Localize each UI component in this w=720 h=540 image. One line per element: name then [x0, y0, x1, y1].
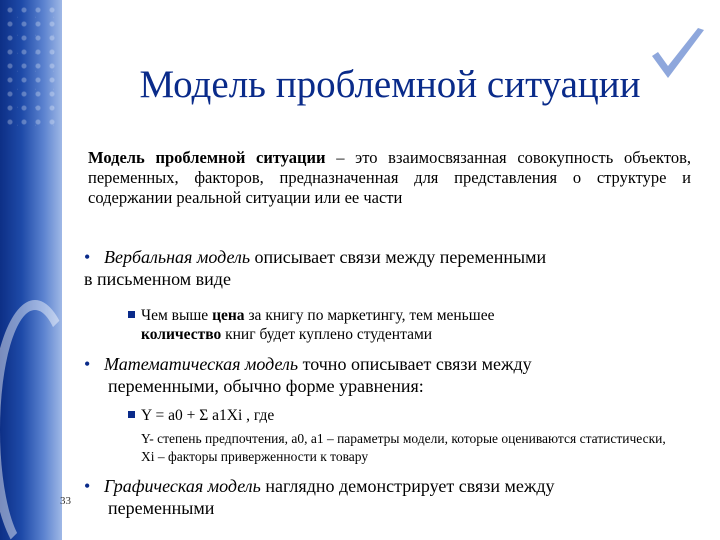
- square-bullet-icon: [128, 311, 135, 318]
- square-bullet-icon: [128, 411, 135, 418]
- sub-item-verbal-example: [128, 306, 688, 344]
- sub-text: за книгу по маркетингу, тем меньшее: [244, 307, 495, 324]
- bar-pattern: [0, 0, 62, 130]
- bullet-continuation: в письменном виде: [84, 269, 231, 289]
- bullet-verbal-model: [84, 246, 684, 290]
- bullet-marker: •: [84, 247, 91, 267]
- slide-title: Модель проблемной ситуации: [139, 63, 641, 106]
- bullet-text: описывает связи между переменными: [250, 247, 547, 267]
- sub-text: книг будет куплено студентами: [221, 326, 433, 343]
- sub-bold: количество: [141, 326, 222, 343]
- sub-text: Чем выше: [141, 307, 213, 324]
- sub-bold: цена: [212, 307, 245, 324]
- bullet-math-model: [84, 353, 684, 397]
- definition-paragraph: [88, 148, 691, 208]
- bullet-marker: •: [84, 476, 91, 496]
- definition-term: Модель проблемной ситуации: [88, 148, 326, 167]
- bullet-text: наглядно демонстрирует связи между: [260, 476, 555, 496]
- formula-text: Y = a0 + Σ a1Xi , где: [141, 407, 275, 424]
- bullet-graphic-model: [84, 475, 684, 519]
- bullet-marker: •: [84, 354, 91, 374]
- bullet-continuation: переменными: [108, 498, 215, 518]
- bullet-continuation: переменными, обычно форме уравнения:: [108, 376, 424, 396]
- sub-item-formula: [128, 406, 688, 425]
- bullet-term: Графическая модель: [104, 476, 261, 496]
- bar-swirl: [0, 300, 62, 540]
- formula-note: Y- степень предпочтения, a0, a1 – параметры модели, которые оцениваются статистически, Xi – факторы приверженности к товару: [141, 431, 666, 464]
- bullet-text: точно описывает связи между: [298, 354, 532, 374]
- slide-number: 33: [60, 495, 71, 507]
- bullet-term: Вербальная модель: [104, 247, 251, 267]
- bullet-term: Математическая модель: [104, 354, 299, 374]
- definition-text: – это взаимосвязанная совокупность объектов, переменных, факторов, предназначенная для представления о структуре и содержании реальной ситуации или ее части: [88, 148, 691, 207]
- left-decorative-bar: [0, 0, 62, 540]
